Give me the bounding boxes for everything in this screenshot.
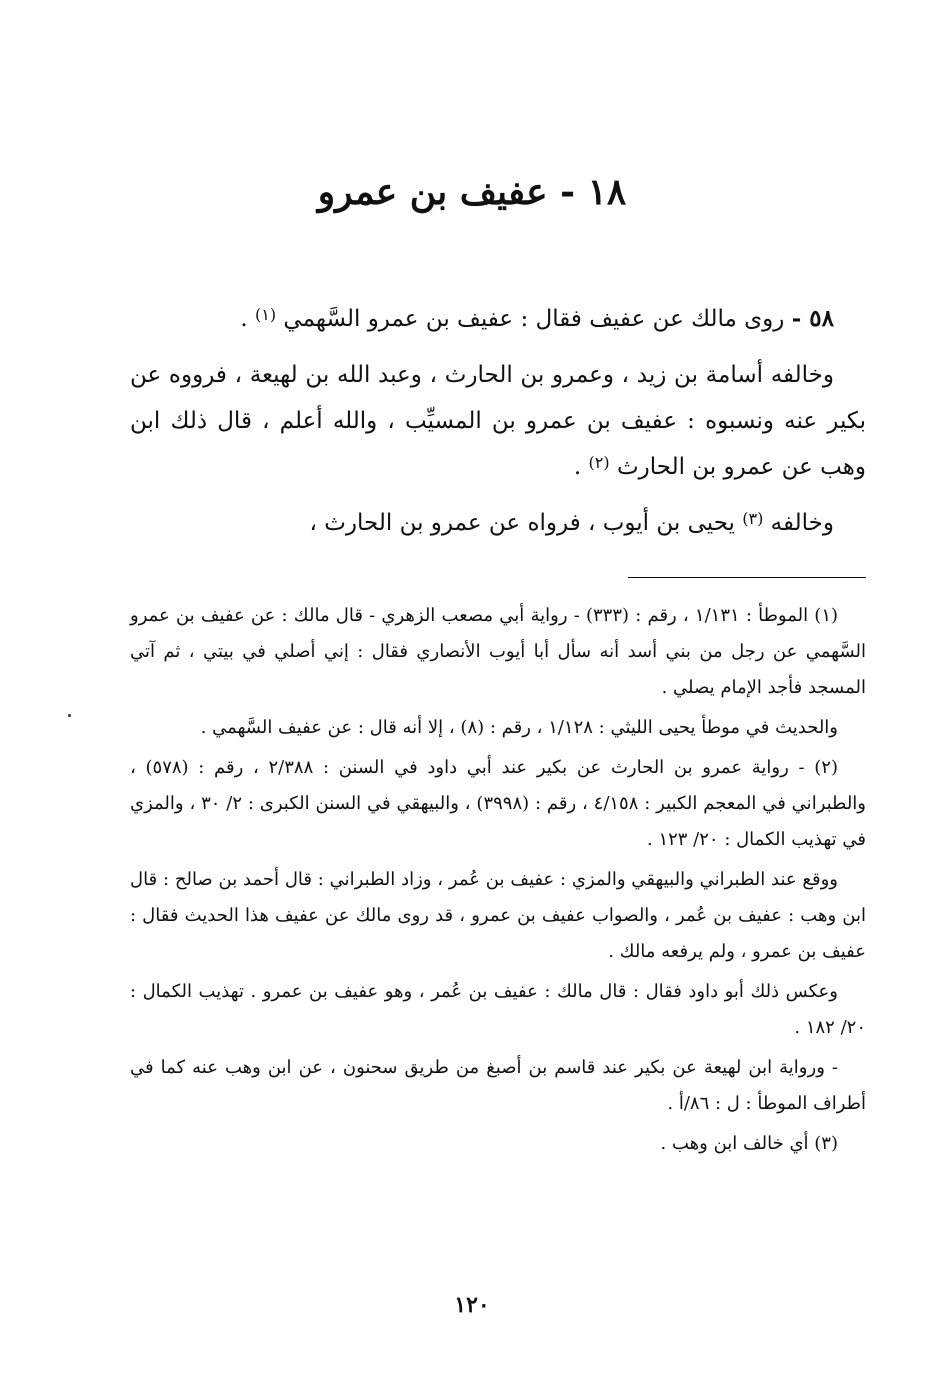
footnote-1-continued: والحديث في موطأ يحيى الليثي : ١/١٢٨ ، رقم : (٨) ، إلا أنه قال : عن عفيف السَّهمي . <box>200 717 838 738</box>
footnotes <box>130 598 866 1166</box>
footnote-ref-1[interactable]: (١) <box>255 305 277 324</box>
footnote-2-continued: ووقع عند الطبراني والبيهقي والمزي : عفيف بن عُمر ، وزاد الطبراني : قال أحمد بن صالح : قال ابن وهب : عفيف بن عُمر ، والصواب عفيف بن عمرو ، قد روى مالك عن عفيف هذا الحديث فقال : عفيف بن عمرو ، ولم يرفعه مالك . <box>130 869 866 962</box>
footnote-2: (٢) - رواية عمرو بن الحارث عن بكير عند أبي داود في السنن : ٢/٣٨٨ ، رقم : (٥٧٨) ، والطبراني في المعجم الكبير : ٤/١٥٨ ، رقم : (٣٩٩٨) ، والبيهقي في السنن الكبرى : ٢/ ٣٠ ، والمزي في تهذيب الكمال : ٢٠/ ١٢٣ . <box>130 757 867 850</box>
main-text <box>130 296 866 556</box>
paragraph-3 <box>130 500 866 546</box>
paragraph-2 <box>130 352 866 490</box>
paragraph-text: يحيى بن أيوب ، فرواه عن عمرو بن الحارث ، <box>309 510 743 536</box>
footnote-separator <box>628 577 866 578</box>
footnote-2-continued: - ورواية ابن لهيعة عن بكير عند قاسم بن أصبغ من طريق سحنون ، عن ابن وهب عنه كما في أطراف الموطأ : ل : ٨٦/أ . <box>130 1057 866 1114</box>
paragraph-entry-58 <box>130 296 866 342</box>
paragraph-start: وخالفه <box>763 510 834 536</box>
footnote-1: (١) الموطأ : ١/١٣١ ، رقم : (٣٣٣) - رواية أبي مصعب الزهري - قال مالك : عن عفيف بن عمرو السَّهمي عن رجل من بني أسد أنه سأل أبا أيوب الأنصاري فقال : إني أصلي في بيتي ، ثم آتي المسجد فأجد الإمام يصلي . <box>130 605 866 698</box>
paragraph-end: . <box>240 306 255 332</box>
scan-speck <box>68 714 71 717</box>
footnote-ref-2[interactable]: (٢) <box>588 453 610 472</box>
chapter-title: ١٨ - عفيف بن عمرو <box>317 171 627 213</box>
paragraph-end: . <box>573 454 589 480</box>
footnote-3: (٣) أي خالف ابن وهب . <box>660 1133 838 1154</box>
entry-number: ٥٨ - <box>791 305 834 332</box>
footnote-ref-3[interactable]: (٣) <box>742 509 764 528</box>
paragraph-text: روى مالك عن عفيف فقال : عفيف بن عمرو السَّهمي <box>276 306 792 332</box>
paragraph-text: وخالفه أسامة بن زيد ، وعمرو بن الحارث ، وعبد الله بن لهيعة ، فرووه عن بكير عنه ونسبوه : عفيف بن عمرو بن المسيِّب ، والله أعلم ، قال ذلك ابن وهب عن عمرو بن الحارث <box>130 362 866 480</box>
footnote-2-continued: وعكس ذلك أبو داود فقال : قال مالك : عفيف بن عُمر ، وهو عفيف بن عمرو . تهذيب الكمال : ٢٠/ ١٨٢ . <box>130 981 866 1038</box>
page-number: ١٢٠ <box>454 1292 490 1318</box>
